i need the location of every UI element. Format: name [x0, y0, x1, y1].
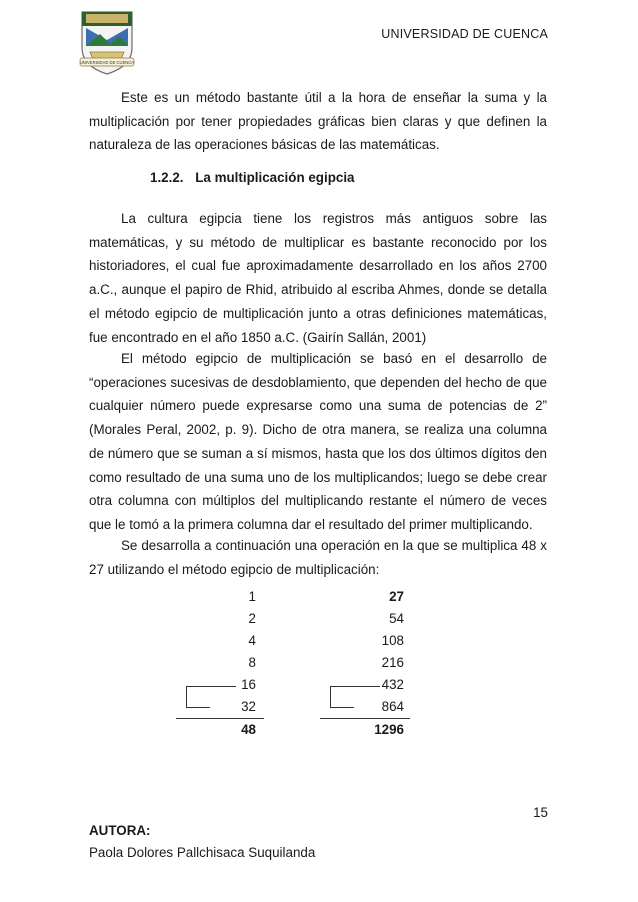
table-total-right: 1296: [374, 722, 404, 737]
bracket-line: [330, 686, 380, 687]
table-right-cell: 432: [381, 677, 404, 692]
egypt-history-paragraph: La cultura egipcia tiene los registros más antiguos sobre las matemáticas, y su método de multiplicar es bastante reconocido por los historiadores, el cual fue aproximadamente desarrollado en los años 2700 a.C., aunque el papiro de Rhid, atribuido al escriba Ahmes, donde se detalla el método egipcio de multiplicación junto a otras definiciones matemáticas, fue encontrado en el año 1850 a.C. (Gairín Sallán, 2001): [89, 211, 547, 345]
bracket-line: [330, 686, 331, 708]
crest-banner-text: UNIVERSIDAD DE CUENCA: [79, 60, 135, 65]
table-left-cell: 16: [241, 677, 256, 692]
bracket-line: [186, 686, 187, 708]
table-left-cell: 2: [248, 611, 256, 626]
table-total-left: 48: [241, 722, 256, 737]
table-right-cell: 216: [381, 655, 404, 670]
table-left-cell: 32: [241, 699, 256, 714]
university-header: UNIVERSIDAD DE CUENCA: [381, 27, 548, 41]
table-right-cell: 108: [381, 633, 404, 648]
page-number: 15: [533, 805, 548, 820]
table-left-cell: 4: [248, 633, 256, 648]
example-intro-paragraph: Se desarrolla a continuación una operación en la que se multiplica 48 x 27 utilizando el método egipcio de multiplicación:: [89, 538, 547, 577]
author-label: AUTORA:: [89, 823, 151, 838]
table-left-cell: 1: [248, 589, 256, 604]
table-right-cell: 54: [389, 611, 404, 626]
author-name: Paola Dolores Pallchisaca Suquilanda: [89, 845, 316, 860]
total-rule: [176, 718, 264, 719]
table-left-cell: 8: [248, 655, 256, 670]
section-title: La multiplicación egipcia: [195, 170, 355, 185]
section-number: 1.2.2.: [150, 170, 184, 185]
table-right-cell: 27: [389, 589, 404, 604]
bracket-line: [186, 686, 236, 687]
total-rule: [320, 718, 410, 719]
intro-paragraph: Este es un método bastante útil a la hora de enseñar la suma y la multiplicación por tener propiedades gráficas bien claras y que definen la naturaleza de las operaciones básicas de las matemáticas.: [89, 90, 547, 153]
method-paragraph: El método egipcio de multiplicación se basó en el desarrollo de “operaciones sucesivas de desdoblamiento, que dependen del hecho de que cualquier número puede expresarse como una suma de potencias de 2” (Morales Peral, 2002, p. 9). Dicho de otra manera, se realiza una columna de número que se suman a sí mismos, hasta que los dos últimos dígitos den como resultado de una suma uno de los multiplicandos; luego se debe crear otra columna con múltiplos del multiplicando restante el número de veces que le tomó a la primera columna dar el resultado del primer multiplicando.: [89, 351, 547, 532]
bracket-line: [330, 707, 354, 708]
table-right-cell: 864: [381, 699, 404, 714]
bracket-line: [186, 707, 210, 708]
